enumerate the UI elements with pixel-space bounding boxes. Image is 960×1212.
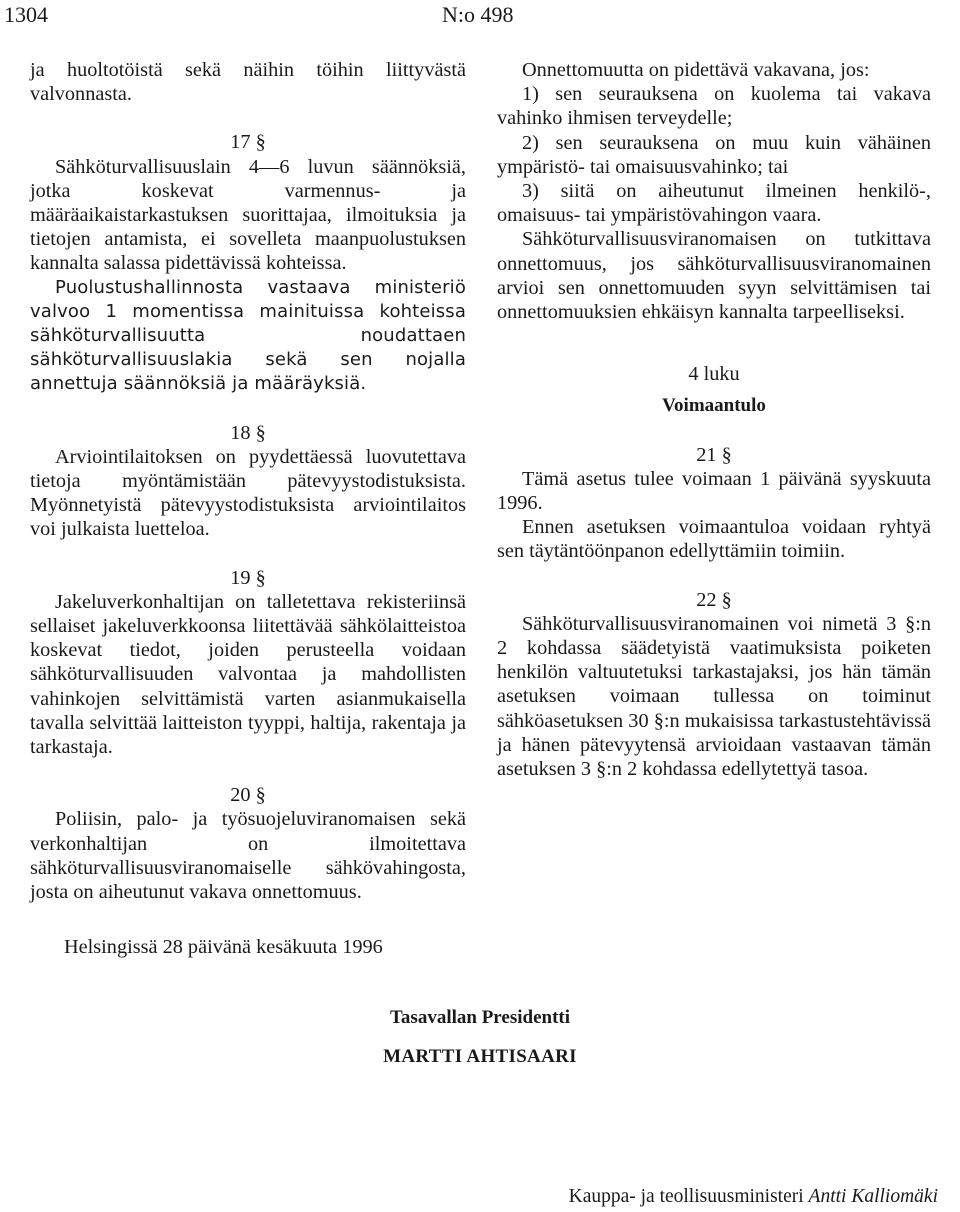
issue-number: N:o 498 <box>442 2 514 27</box>
minister-title: Kauppa- ja teollisuusministeri <box>568 1186 804 1207</box>
section-20-paragraph-3: Sähköturvallisuusviranomaisen on tutkittava onnettomuus, jos sähköturvallisuusviranomainen arvioi sen onnettomuuden syyn selvittämisen tai onnettomuuksien ehkäisyn kannalta tarpeelliseksi. <box>497 228 931 324</box>
section-20-paragraph-2: Onnettomuutta on pidettävä vakavana, jos: <box>522 59 870 81</box>
section-22-number: 22 § <box>696 588 732 611</box>
section-22-paragraph-1: Sähköturvallisuusviranomainen voi nimetä 3 §:n 2 kohdassa säädetyistä vaatimuksista poiketen henkilön valtuutetuksi tarkastajaksi, jos hän tämän asetuksen voimaan tullessa on toiminut sähköasetuksen 30 §:n mukaisissa tarkastustehtävissä ja hänen pätevyytensä arvioidaan vastaavan tämän asetuksen 3 §:n 2 kohdassa edellytettyä tasoa. <box>497 612 931 781</box>
chapter-number: 4 luku <box>688 363 740 386</box>
section-21-paragraph-1: Tämä asetus tulee voimaan 1 päivänä syyskuuta 1996. <box>497 467 931 515</box>
section-20-item-2: 2) sen seurauksena on muu kuin vähäinen ympäristö- tai omaisuusvahinko; tai <box>497 131 931 178</box>
right-column <box>497 58 931 781</box>
section-20-number: 20 § <box>230 784 266 807</box>
section-19-number: 19 § <box>230 566 266 589</box>
minister-signature <box>569 1186 938 1208</box>
page-number: 1304 <box>4 2 48 27</box>
president-title: Tasavallan Presidentti <box>390 1007 570 1028</box>
intro-paragraph: ja huoltotöistä sekä näihin töihin liittyvästä valvonnasta. <box>30 59 466 106</box>
section-20-paragraph-1: Poliisin, palo- ja työsuojeluviranomaisen sekä verkonhaltijan on ilmoitettava sähköturvallisuusviranomaiselle sähkövahingosta, josta on aiheutunut vakava onnettomuus. <box>30 808 466 904</box>
section-17-paragraph-2: Puolustushallinnosta vastaava ministeriö valvoo 1 momentissa mainituissa kohteissa sähköturvallisuutta noudattaen sähköturvallisuuslakia sekä sen nojalla annettuja säännöksiä ja määräyksiä. <box>30 276 466 395</box>
section-19-paragraph-1: Jakeluverkonhaltijan on talletettava rekisteriinsä sellaiset jakeluverkkoonsa liitettävää sähkölaitteistoa koskevat tiedot, joiden perusteella voidaan sähköturvallisuuden valvontaa ja mahdollisten vahinkojen selvittämistä varten asianmukaisella tavalla selvittää laitteiston tyyppi, haltija, rakentaja ja tarkastaja. <box>30 590 466 759</box>
place-date: Helsingissä 28 päivänä kesäkuuta 1996 <box>64 936 383 958</box>
left-column <box>30 58 466 904</box>
section-20-item-1: 1) sen seurauksena on kuolema tai vakava vahinko ihmisen terveydelle; <box>497 83 931 130</box>
minister-name: Antti Kalliomäki <box>808 1186 938 1207</box>
section-17-number: 17 § <box>230 131 266 154</box>
chapter-title: Voimaantulo <box>662 395 766 417</box>
section-20-item-3: 3) siitä on aiheutunut ilmeinen henkilö-, omaisuus- tai ympäristövahingon vaara. <box>497 180 931 227</box>
section-18-number: 18 § <box>230 421 266 444</box>
section-17-paragraph-1: Sähköturvallisuuslain 4—6 luvun säännöksiä, jotka koskevat varmennus- ja määräaikaistarkastuksen suorittajaa, ilmoituksia ja tietojen antamista, ei sovelleta maanpuolustuksen kannalta salassa pidettävissä kohteissa. <box>30 155 466 275</box>
president-name: MARTTI AHTISAARI <box>383 1046 577 1067</box>
section-21-number: 21 § <box>696 443 732 466</box>
section-18-paragraph-1: Arviointilaitoksen on pyydettäessä luovutettava tietoja myöntämistään pätevyystodistuksista. Myönnetyistä pätevyystodistuksista arviointilaitos voi julkaista luetteloa. <box>30 445 466 541</box>
section-21-paragraph-2: Ennen asetuksen voimaantuloa voidaan ryhtyä sen täytäntöönpanon edellyttämiin toimiin. <box>497 516 931 563</box>
